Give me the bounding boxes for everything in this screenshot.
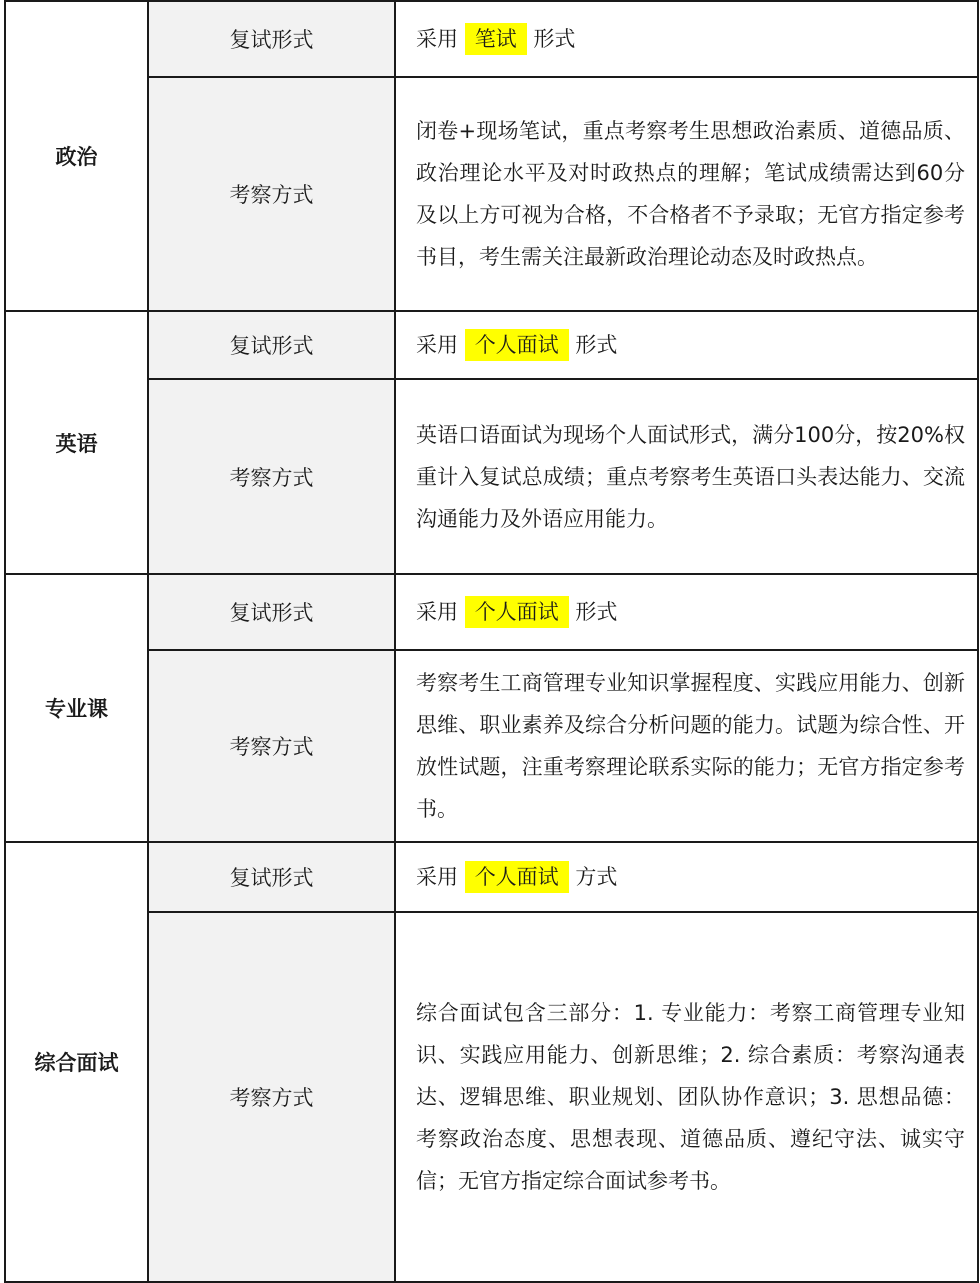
form-label-cell: 复试形式: [148, 574, 395, 650]
form-suffix: 方式: [575, 865, 618, 889]
table-row: [5, 311, 978, 379]
form-value-cell: [395, 1, 978, 77]
desc-label-cell: 考察方式: [148, 379, 395, 574]
form-suffix: 形式: [575, 333, 618, 357]
desc-label-cell: 考察方式: [148, 77, 395, 311]
form-prefix: 采用: [416, 333, 458, 357]
form-suffix: 形式: [533, 27, 576, 51]
desc-label-cell: 考察方式: [148, 650, 395, 842]
subject-cell: 英语: [5, 311, 148, 574]
form-highlight: 个人面试: [465, 596, 569, 628]
form-highlight: 个人面试: [465, 861, 569, 893]
retest-subject-table: [4, 0, 979, 1283]
desc-value-cell: 英语口语面试为现场个人面试形式，满分100分，按20%权重计入复试总成绩；重点考察考生英语口头表达能力、交流沟通能力及外语应用能力。: [395, 379, 978, 574]
table-row: [5, 912, 978, 1282]
form-highlight: 笔试: [465, 23, 527, 55]
form-highlight: 个人面试: [465, 329, 569, 361]
subject-cell: 综合面试: [5, 842, 148, 1282]
form-label-cell: 复试形式: [148, 842, 395, 912]
table-row: [5, 842, 978, 912]
desc-value-cell: 闭卷+现场笔试，重点考察考生思想政治素质、道德品质、政治理论水平及对时政热点的理解；笔试成绩需达到60分及以上方可视为合格，不合格者不予录取；无官方指定参考书目，考生需关注最新政治理论动态及时政热点。: [395, 77, 978, 311]
form-value-cell: [395, 311, 978, 379]
form-label-cell: 复试形式: [148, 311, 395, 379]
desc-value-cell: 考察考生工商管理专业知识掌握程度、实践应用能力、创新思维、职业素养及综合分析问题的能力。试题为综合性、开放性试题，注重考察理论联系实际的能力；无官方指定参考书。: [395, 650, 978, 842]
form-value-cell: [395, 574, 978, 650]
table-row: [5, 77, 978, 311]
form-prefix: 采用: [416, 865, 458, 889]
form-prefix: 采用: [416, 27, 458, 51]
form-prefix: 采用: [416, 600, 458, 624]
table-row: [5, 1, 978, 77]
form-value-cell: [395, 842, 978, 912]
table-row: [5, 574, 978, 650]
subject-cell: 专业课: [5, 574, 148, 842]
desc-value-cell: 综合面试包含三部分：1. 专业能力：考察工商管理专业知识、实践应用能力、创新思维；2. 综合素质：考察沟通表达、逻辑思维、职业规划、团队协作意识；3. 思想品德：考察政治态度、思想表现、道德品质、遵纪守法、诚实守信；无官方指定综合面试参考书。: [395, 912, 978, 1282]
desc-label-cell: 考察方式: [148, 912, 395, 1282]
table-row: [5, 650, 978, 842]
form-label-cell: 复试形式: [148, 1, 395, 77]
subject-cell: 政治: [5, 1, 148, 311]
table-row: [5, 379, 978, 574]
form-suffix: 形式: [575, 600, 618, 624]
